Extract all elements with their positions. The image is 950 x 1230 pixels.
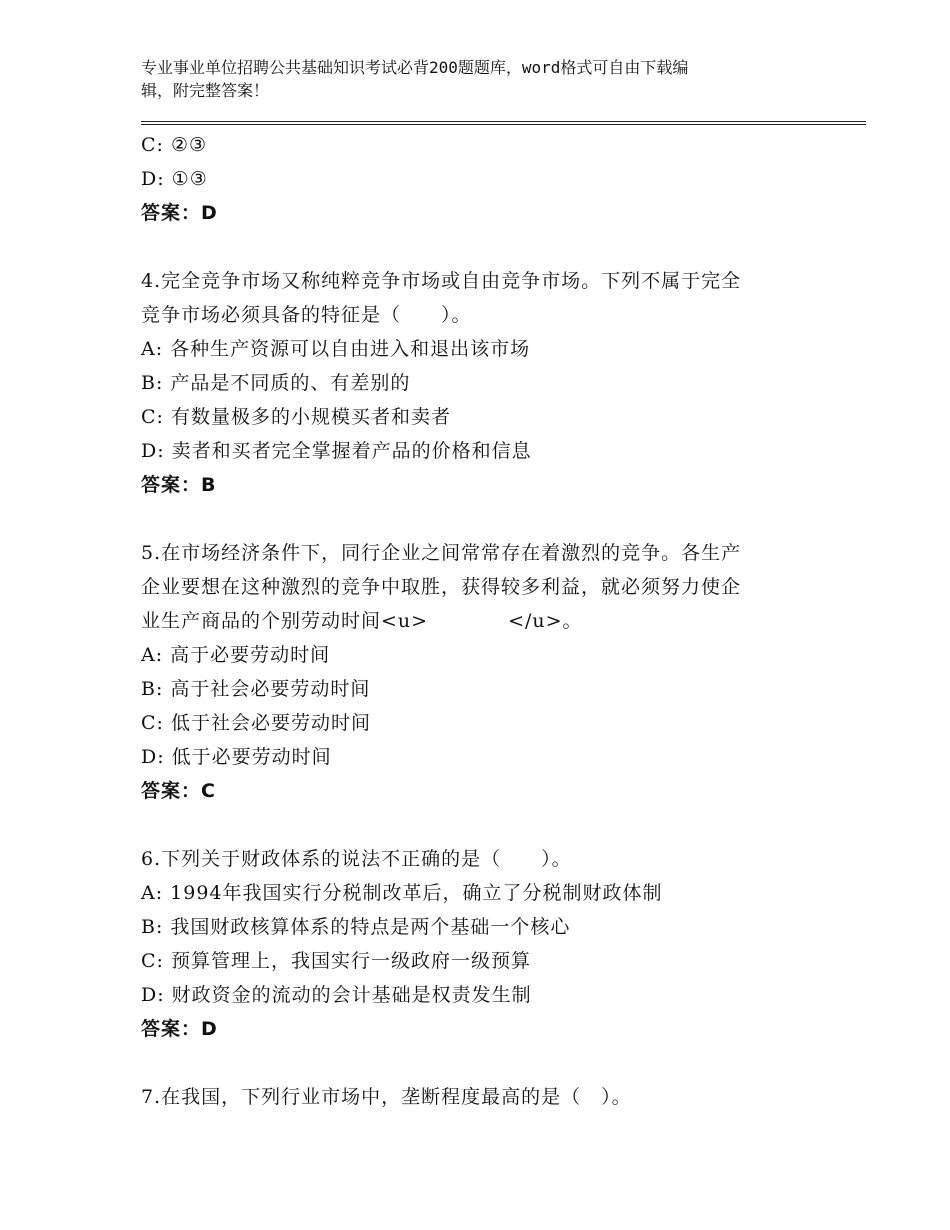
option-b: B: 我国财政核算体系的特点是两个基础一个核心 bbox=[141, 916, 571, 938]
option-a: A: 各种生产资源可以自由进入和退出该市场 bbox=[141, 338, 531, 360]
option-b: B: 高于社会必要劳动时间 bbox=[141, 678, 371, 700]
answer: 答案：D bbox=[141, 1018, 218, 1040]
option-d: D: 低于必要劳动时间 bbox=[141, 746, 332, 768]
answer: 答案：C bbox=[141, 780, 216, 802]
spacer bbox=[141, 502, 841, 536]
question-6 bbox=[141, 842, 841, 1046]
page-header bbox=[141, 56, 801, 102]
answer: 答案：D bbox=[141, 202, 218, 224]
question-stem: 企业要想在这种激烈的竞争中取胜，获得较多利益，就必须努力使企 bbox=[141, 576, 742, 598]
question-stem: 6.下列关于财政体系的说法不正确的是（ ）。 bbox=[141, 848, 572, 870]
question-7 bbox=[141, 1080, 841, 1114]
header-line-1: 专业事业单位招聘公共基础知识考试必背200题题库，word格式可自由下载编 bbox=[141, 58, 689, 77]
spacer bbox=[141, 1046, 841, 1080]
spacer bbox=[141, 230, 841, 264]
question-stem: 7.在我国，下列行业市场中，垄断程度最高的是（ ）。 bbox=[141, 1086, 632, 1108]
option-d: D: ①③ bbox=[141, 168, 208, 190]
option-c: C: ②③ bbox=[141, 134, 208, 156]
header-rule-bottom bbox=[141, 124, 866, 125]
question-stem: 5.在市场经济条件下，同行企业之间常常存在着激烈的竞争。各生产 bbox=[141, 542, 742, 564]
answer: 答案：B bbox=[141, 474, 217, 496]
option-c: C: 有数量极多的小规模买者和卖者 bbox=[141, 406, 451, 428]
question-stem: 4.完全竞争市场又称纯粹竞争市场或自由竞争市场。下列不属于完全 bbox=[141, 270, 742, 292]
header-rule-top bbox=[141, 121, 866, 122]
option-a: A: 1994年我国实行分税制改革后，确立了分税制财政体制 bbox=[141, 882, 663, 904]
question-stem: 竞争市场必须具备的特征是（ ）。 bbox=[141, 304, 472, 326]
question-5 bbox=[141, 536, 841, 808]
option-c: C: 预算管理上，我国实行一级政府一级预算 bbox=[141, 950, 531, 972]
header-line-2: 辑，附完整答案！ bbox=[141, 81, 270, 100]
document-body bbox=[141, 128, 841, 1114]
option-c: C: 低于社会必要劳动时间 bbox=[141, 712, 371, 734]
question-stem: 业生产商品的个别劳动时间<u> </u>。 bbox=[141, 610, 583, 632]
option-a: A: 高于必要劳动时间 bbox=[141, 644, 331, 666]
spacer bbox=[141, 808, 841, 842]
question-4 bbox=[141, 264, 841, 502]
option-d: D: 卖者和买者完全掌握着产品的价格和信息 bbox=[141, 440, 532, 462]
option-b: B: 产品是不同质的、有差别的 bbox=[141, 372, 411, 394]
question-3-tail bbox=[141, 128, 841, 230]
option-d: D: 财政资金的流动的会计基础是权责发生制 bbox=[141, 984, 532, 1006]
